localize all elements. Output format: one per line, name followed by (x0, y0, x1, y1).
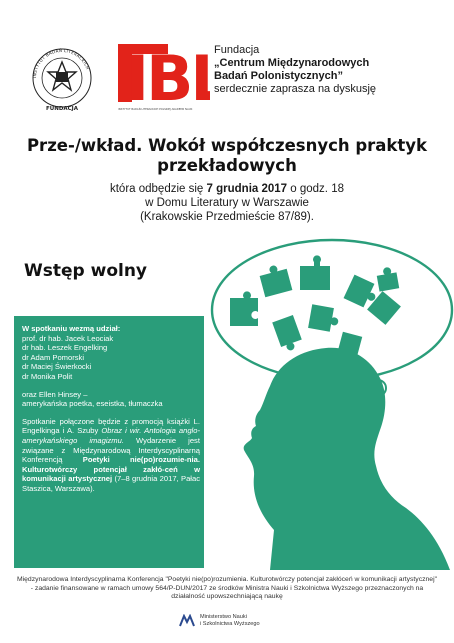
ministry-line-1: Ministerstwo Nauki (200, 614, 247, 620)
event-title-line-1: Prze-/wkład. Wokół współczesnych praktyk (26, 136, 428, 155)
fundacja-label: FUNDACJA (46, 106, 78, 112)
venue-line-1: w Domu Literatury w Warszawie (145, 197, 309, 209)
participant-item: dr hab. Leszek Engelking (22, 343, 108, 353)
fundacja-logo (32, 44, 92, 112)
promo-book-title: Obraz i wir. Antologia anglo-amerykańskiego imagizmu. (22, 426, 200, 445)
host-line-4: serdecznie zaprasza na dyskusję (214, 83, 377, 95)
ministry-name (200, 614, 260, 628)
date-suffix: o godz. 18 (290, 183, 344, 195)
participant-item: dr Adam Pomorski (22, 352, 85, 362)
participant-item: dr Maciej Świerkocki (22, 362, 92, 372)
event-title (20, 136, 434, 176)
host-line-1: Fundacja (214, 44, 260, 56)
promo-text-1: Spotkanie połączone będzie z promocją książki L. Engelkinga i A. Szuby (22, 416, 200, 436)
event-details (20, 182, 434, 224)
promo-text-2: Wydarzenie jest związane z Międzynarodową Interdyscyplinarną Konferencją (22, 435, 200, 465)
event-title-line-2: przekładowych (157, 156, 297, 175)
participants-header: W spotkaniu wezmą udział: (22, 324, 121, 333)
footer-funding-note: Międzynarodowa Interdyscyplinarna Konferencja "Poetyki nie(po)rozumienia. Kulturotwórczy potencjał zakłóceń w komunikacji artystycznej" - zadanie finansowane w ramach umowy 564/P-DUN/2017 ze środków Ministra Nauki i Szkolnictwa Wyższego przeznaczonych na działalność upowszechniającą naukę (16, 576, 437, 601)
info-panel (14, 316, 204, 568)
guest-line-1: oraz Ellen Hinsey – (22, 389, 88, 399)
ibl-logo-text: IB (126, 42, 191, 115)
admission-free-heading: Wstęp wolny (24, 261, 148, 281)
guest-line-2: amerykańska poetka, eseistka, tłumaczka (22, 399, 163, 409)
host-line-3: Badań Polonistycznych” (214, 70, 343, 82)
participant-item: dr Monika Polit (22, 371, 73, 381)
promo-conference-title: Poetyki nie(po)rozumie-nia. Kulturotwórczy potencjał zakłó-ceń w komunikacji artystycznej (22, 455, 200, 484)
date-prefix: która odbędzie się (109, 183, 204, 195)
promo-text-3: (7–8 grudnia 2017, Pałac Staszica, Warszawa). (22, 474, 200, 493)
host-line-2: „Centrum Międzynarodowych (214, 57, 370, 69)
event-date-line (20, 182, 434, 196)
participant-item: prof. dr hab. Jacek Leociak (22, 333, 114, 343)
fundacja-ring-text: INSTYTUT BADAŃ LITERACKICH (32, 47, 91, 79)
head-with-puzzle-thought-bubble-icon (200, 238, 454, 570)
ibl-logo (118, 40, 210, 116)
venue-line-2: (Krakowskie Przedmieście 87/89). (140, 211, 314, 223)
host-invitation (214, 44, 444, 96)
ministry-line-2: i Szkolnictwa Wyższego (200, 621, 260, 627)
ministry-logo-icon (178, 614, 196, 628)
event-date: 7 grudnia 2017 (206, 183, 288, 195)
promotion-paragraph (22, 417, 200, 494)
ibl-logo-caption: INSTYTUT BADAŃ LITERACKICH POLSKIEJ AKADEMII NAUK (118, 108, 193, 111)
